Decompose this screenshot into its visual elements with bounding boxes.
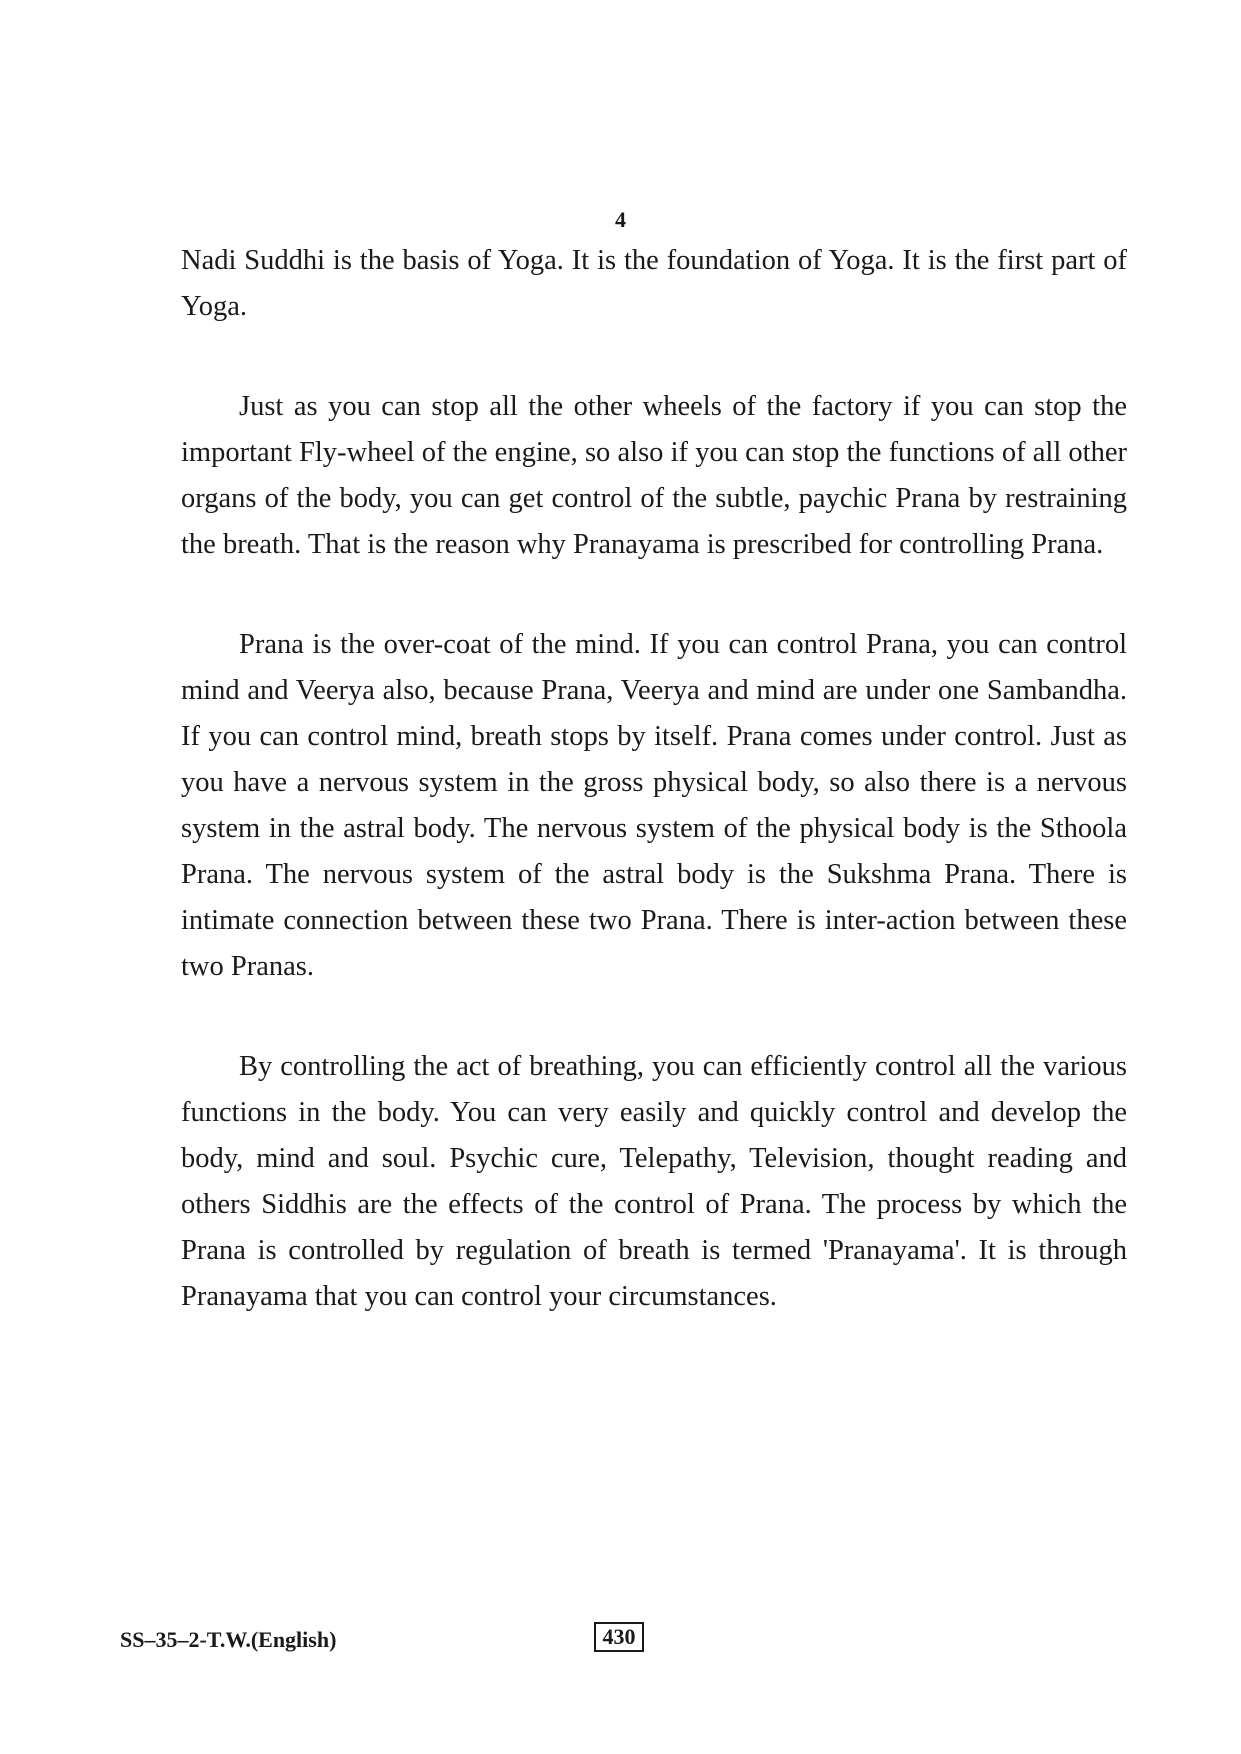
body-text (181, 238, 1127, 1320)
footer-page-box: 430 (594, 1622, 644, 1652)
paragraph-1: Nadi Suddhi is the basis of Yoga. It is the foundation of Yoga. It is the first part of Yoga. (181, 245, 1127, 322)
paragraph-4: By controlling the act of breathing, you can efficiently control all the various functions in the body. You can very easily and quickly control and develop the body, mind and soul. Psychic cure, Telepathy, Television, thought reading and others Siddhis are the effects of the control of Prana. The process by which the Prana is controlled by regulation of breath is termed 'Pranayama'. It is through Pranayama that you can control your circumstances. (181, 1051, 1127, 1312)
page-number: 4 (615, 207, 626, 232)
footer-document-code: SS–35–2-T.W.(English) (120, 1627, 337, 1652)
paragraph-3: Prana is the over-coat of the mind. If you can control Prana, you can control mind and Veerya also, because Prana, Veerya and mind are under one Sambandha. If you can control mind, breath stops by itself. Prana comes under control. Just as you have a nervous system in the gross physical body, so also there is a nervous system in the astral body. The nervous system of the physical body is the Sthoola Prana. The nervous system of the astral body is the Sukshma Prana. There is intimate connection between these two Prana. There is inter-action between these two Pranas. (181, 629, 1127, 982)
paragraph-2: Just as you can stop all the other wheels of the factory if you can stop the important Fly-wheel of the engine, so also if you can stop the functions of all other organs of the body, you can get control of the subtle, paychic Prana by restraining the breath. That is the reason why Pranayama is prescribed for controlling Prana. (181, 391, 1127, 560)
